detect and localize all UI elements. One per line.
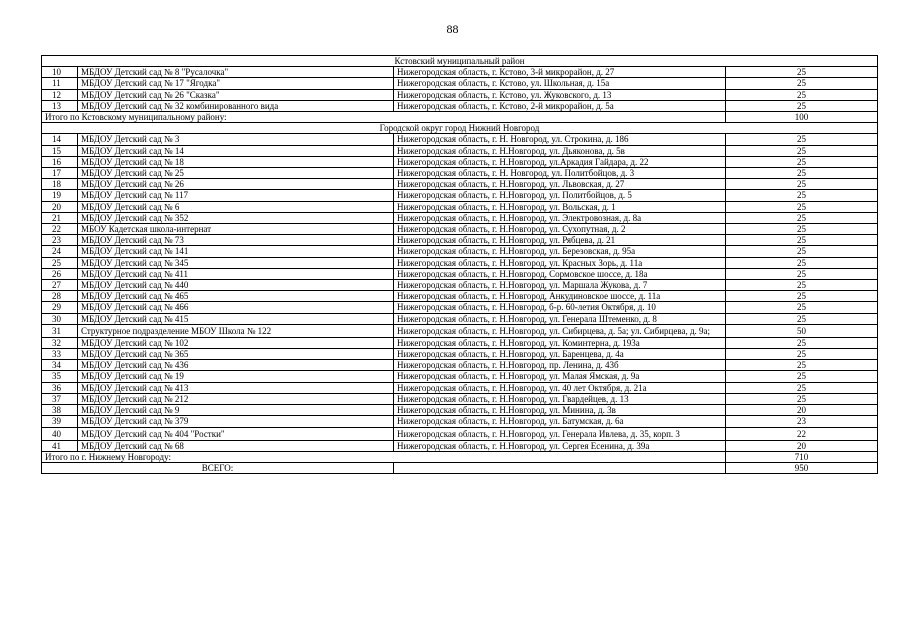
institution-address: Нижегородская область, г. Н.Новгород, ул. Сергея Есенина, д. 39а [394,440,726,451]
table-row [42,89,878,100]
table-row [42,156,878,167]
row-number: 26 [42,268,78,279]
institution-name: МБДОУ Детский сад № 212 [78,393,394,404]
table-row [42,224,878,235]
institution-address: Нижегородская область, г. Н.Новгород, ул. Вольская, д. 1 [394,201,726,212]
institution-name: МБДОУ Детский сад № 352 [78,212,394,223]
institution-name: Структурное подразделение МБОУ Школа № 122 [78,324,394,337]
places-count: 25 [726,268,878,279]
row-number: 32 [42,337,78,348]
places-count: 25 [726,235,878,246]
places-count: 25 [726,313,878,324]
table-row [42,280,878,291]
row-number: 13 [42,100,78,111]
institution-address: Нижегородская область, г. Н. Новгород, ул. Строкина, д. 186 [394,134,726,145]
table-row [42,257,878,268]
table-row [42,416,878,427]
places-count: 25 [726,100,878,111]
institution-address: Нижегородская область, г. Н. Новгород, ул. Политбойцов, д. 3 [394,168,726,179]
institution-name: МБДОУ Детский сад № 6 [78,201,394,212]
institution-name: МБДОУ Детский сад № 411 [78,268,394,279]
institution-name: МБДОУ Детский сад № 436 [78,360,394,371]
row-number: 16 [42,156,78,167]
places-count: 25 [726,302,878,313]
institution-name: МБДОУ Детский сад № 117 [78,190,394,201]
institution-address: Нижегородская область, г. Н.Новгород, ул. Электровозная, д. 8а [394,212,726,223]
institution-name: МБДОУ Детский сад № 14 [78,145,394,156]
row-number: 28 [42,291,78,302]
table-row [42,349,878,360]
places-count: 25 [726,257,878,268]
section-total-row [42,451,878,462]
row-number: 29 [42,302,78,313]
places-count: 25 [726,291,878,302]
institution-name: МБДОУ Детский сад № 345 [78,257,394,268]
table-body [42,56,878,474]
institution-address: Нижегородская область, г. Н.Новгород, Сормовское шоссе, д. 18а [394,268,726,279]
table-row [42,302,878,313]
section-title: Городской округ город Нижний Новгород [42,123,878,134]
row-number: 40 [42,427,78,440]
places-count: 25 [726,382,878,393]
institution-address: Нижегородская область, г. Н.Новгород, пр. Ленина, д. 43б [394,360,726,371]
table-row [42,371,878,382]
places-count: 25 [726,201,878,212]
institution-address: Нижегородская область, г. Н.Новгород, ул. Красных Зорь, д. 11а [394,257,726,268]
places-count: 25 [726,337,878,348]
institution-address: Нижегородская область, г. Н.Новгород, ул. Политбойцов, д. 5 [394,190,726,201]
table-row [42,360,878,371]
places-count: 25 [726,360,878,371]
row-number: 39 [42,416,78,427]
places-count: 25 [726,67,878,78]
institution-address: Нижегородская область, г. Н.Новгород, ул. Баренцева, д. 4а [394,349,726,360]
row-number: 34 [42,360,78,371]
row-number: 15 [42,145,78,156]
institution-name: МБДОУ Детский сад № 73 [78,235,394,246]
places-count: 20 [726,440,878,451]
institutions-table [41,55,878,474]
grand-total-value: 950 [726,462,878,473]
places-count: 25 [726,371,878,382]
institution-name: МБДОУ Детский сад № 26 "Сказка" [78,89,394,100]
section-total-value: 100 [726,112,878,123]
places-count: 25 [726,246,878,257]
institution-name: МБДОУ Детский сад № 440 [78,280,394,291]
places-count: 25 [726,78,878,89]
places-count: 25 [726,156,878,167]
table-row [42,100,878,111]
grand-total-label: ВСЕГО: [42,462,394,473]
institution-name: МБДОУ Детский сад № 466 [78,302,394,313]
institution-address: Нижегородская область, г. Н.Новгород, ул. 40 лет Октября, д. 21а [394,382,726,393]
institution-address: Нижегородская область, г. Н.Новгород, ул. Сухопутная, д. 2 [394,224,726,235]
institution-address: Нижегородская область, г. Кстово, 2-й микрорайон, д. 5а [394,100,726,111]
places-count: 50 [726,324,878,337]
row-number: 30 [42,313,78,324]
institution-address: Нижегородская область, г. Н.Новгород, ул. Батумская, д. 6а [394,416,726,427]
institution-name: МБДОУ Детский сад № 17 "Ягодка" [78,78,394,89]
row-number: 35 [42,371,78,382]
row-number: 37 [42,393,78,404]
places-count: 25 [726,224,878,235]
institution-name: МБДОУ Детский сад № 141 [78,246,394,257]
places-count: 25 [726,393,878,404]
institution-name: МБДОУ Детский сад № 404 "Ростки" [78,427,394,440]
table-row [42,168,878,179]
grand-total-row [42,462,878,473]
institution-name: МБДОУ Детский сад № 465 [78,291,394,302]
places-count: 25 [726,168,878,179]
table-row [42,179,878,190]
institution-address: Нижегородская область, г. Н.Новгород, ул. Генерала Ивлева, д. 35, корп. 3 [394,427,726,440]
institution-address: Нижегородская область, г. Кстово, ул. Школьная, д. 15а [394,78,726,89]
row-number: 12 [42,89,78,100]
institution-address: Нижегородская область, г. Н.Новгород, ул. Гвардейцев, д. 13 [394,393,726,404]
institution-name: МБДОУ Детский сад № 68 [78,440,394,451]
institution-name: МБДОУ Детский сад № 415 [78,313,394,324]
row-number: 31 [42,324,78,337]
row-number: 41 [42,440,78,451]
table-row [42,78,878,89]
row-number: 10 [42,67,78,78]
places-count: 25 [726,212,878,223]
table-row [42,393,878,404]
institution-name: МБДОУ Детский сад № 8 "Русалочка" [78,67,394,78]
table-row [42,67,878,78]
row-number: 27 [42,280,78,291]
institution-address: Нижегородская область, г. Н.Новгород, ул. Минина, д. 3в [394,405,726,416]
places-count: 20 [726,405,878,416]
section-total-value: 710 [726,451,878,462]
institution-address: Нижегородская область, г. Н.Новгород, б-р. 60-летия Октября, д. 10 [394,302,726,313]
places-count: 23 [726,416,878,427]
institution-address: Нижегородская область, г. Н.Новгород, ул. Малая Ямская, д. 9а [394,371,726,382]
row-number: 11 [42,78,78,89]
institution-name: МБДОУ Детский сад № 25 [78,168,394,179]
table-row [42,291,878,302]
row-number: 25 [42,257,78,268]
grand-total-spacer [394,462,726,473]
table-row [42,134,878,145]
table-row [42,190,878,201]
table-row [42,246,878,257]
institution-address: Нижегородская область, г. Н.Новгород, ул. Дьяконова, д. 5в [394,145,726,156]
row-number: 21 [42,212,78,223]
row-number: 36 [42,382,78,393]
row-number: 20 [42,201,78,212]
table-row [42,440,878,451]
institution-name: МБДОУ Детский сад № 413 [78,382,394,393]
places-count: 25 [726,179,878,190]
institution-address: Нижегородская область, г. Н.Новгород, ул. Львовская, д. 27 [394,179,726,190]
places-count: 25 [726,134,878,145]
row-number: 19 [42,190,78,201]
row-number: 18 [42,179,78,190]
places-count: 22 [726,427,878,440]
row-number: 22 [42,224,78,235]
table-row [42,337,878,348]
institution-address: Нижегородская область, г. Н.Новгород, Анкудиновское шоссе, д. 11а [394,291,726,302]
row-number: 23 [42,235,78,246]
institution-name: МБДОУ Детский сад № 26 [78,179,394,190]
section-total-label: Итого по г. Нижнему Новгороду: [42,451,726,462]
institution-name: МБДОУ Детский сад № 365 [78,349,394,360]
institution-address: Нижегородская область, г. Кстово, 3-й микрорайон, д. 27 [394,67,726,78]
institution-name: МБОУ Кадетская школа-интернат [78,224,394,235]
institution-name: МБДОУ Детский сад № 102 [78,337,394,348]
places-count: 25 [726,349,878,360]
table-row [42,212,878,223]
institution-address: Нижегородская область, г. Н.Новгород, ул. Генерала Штеменко, д. 8 [394,313,726,324]
institution-address: Нижегородская область, г. Н.Новгород, ул. Коминтерна, д. 193а [394,337,726,348]
section-header-row [42,56,878,67]
table-row [42,313,878,324]
institution-name: МБДОУ Детский сад № 18 [78,156,394,167]
places-count: 25 [726,89,878,100]
row-number: 14 [42,134,78,145]
page-number: 88 [446,22,459,36]
table-row [42,427,878,440]
section-total-label: Итого по Кстовскому муниципальному району: [42,112,726,123]
table-row [42,382,878,393]
institution-address: Нижегородская область, г. Н.Новгород, ул.Аркадия Гайдара, д. 22 [394,156,726,167]
table-row [42,268,878,279]
institution-name: МБДОУ Детский сад № 9 [78,405,394,416]
institution-name: МБДОУ Детский сад № 32 комбинированного вида [78,100,394,111]
row-number: 24 [42,246,78,257]
institution-address: Нижегородская область, г. Н.Новгород, ул. Сибирцева, д. 5а; ул. Сибирцева, д. 9а; [394,324,726,337]
row-number: 33 [42,349,78,360]
institution-name: МБДОУ Детский сад № 19 [78,371,394,382]
institution-address: Нижегородская область, г. Н.Новгород, ул. Березовская, д. 95а [394,246,726,257]
section-title: Кстовский муниципальный район [42,56,878,67]
row-number: 38 [42,405,78,416]
table-row [42,145,878,156]
institution-name: МБДОУ Детский сад № 3 [78,134,394,145]
section-header-row [42,123,878,134]
table-row [42,324,878,337]
institution-address: Нижегородская область, г. Н.Новгород, ул. Маршала Жукова, д. 7 [394,280,726,291]
places-count: 25 [726,280,878,291]
table-row [42,235,878,246]
institution-address: Нижегородская область, г. Н.Новгород, ул. Рябцева, д. 21 [394,235,726,246]
row-number: 17 [42,168,78,179]
places-count: 25 [726,190,878,201]
section-total-row [42,112,878,123]
institution-address: Нижегородская область, г. Кстово, ул. Жуковского, д. 13 [394,89,726,100]
table-row [42,405,878,416]
table-row [42,201,878,212]
institution-name: МБДОУ Детский сад № 379 [78,416,394,427]
places-count: 25 [726,145,878,156]
